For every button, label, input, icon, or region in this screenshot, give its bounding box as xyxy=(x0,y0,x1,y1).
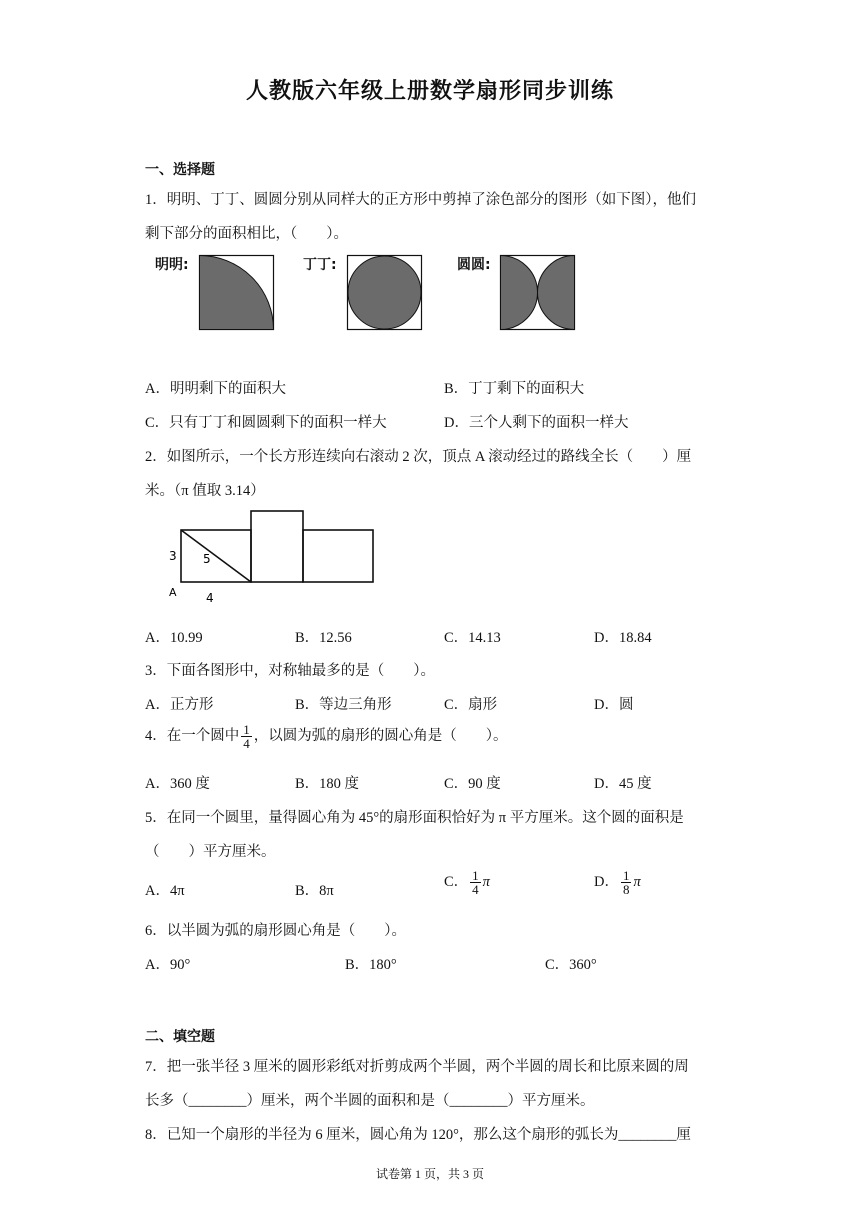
pi-symbol: π xyxy=(482,873,490,890)
question-1-option-d: D．三个人剩下的面积一样大 xyxy=(444,415,629,431)
question-3-option-b: B．等边三角形 xyxy=(295,697,392,713)
question-4-line-1 xyxy=(145,723,508,750)
section-heading-fill: 二、填空题 xyxy=(145,1029,215,1045)
question-6-line-1: 6．以半圆为弧的扇形圆心角是（ ）。 xyxy=(145,923,406,939)
fraction-denominator: 4 xyxy=(472,882,479,897)
question-3-line-1: 3．下面各图形中，对称轴最多的是（ ）。 xyxy=(145,663,435,679)
question-1-line-2: 剩下部分的面积相比，（ ）。 xyxy=(145,226,348,242)
option-d-prefix: D． xyxy=(594,873,619,890)
page-footer: 试卷第 1 页，共 3 页 xyxy=(375,1167,484,1181)
option-c-fraction xyxy=(470,869,481,896)
question-5-line-2: （ ）平方厘米。 xyxy=(145,844,276,860)
question-6-option-b: B．180° xyxy=(345,957,397,973)
question-2-option-b: B．12.56 xyxy=(295,630,352,646)
question-1-option-b: B．丁丁剩下的面积大 xyxy=(444,381,585,397)
figure-two-semicircles xyxy=(500,255,576,331)
question-4-option-b: B．180 度 xyxy=(295,776,360,792)
question-7-line-2: 长多（________）厘米，两个半圆的面积和是（________）平方厘米。 xyxy=(145,1093,595,1109)
question-2-option-a: A．10.99 xyxy=(145,630,203,646)
question-2-option-c: C．14.13 xyxy=(444,630,501,646)
question-8-line-1: 8．已知一个扇形的半径为 6 厘米，圆心角为 120°，那么这个扇形的弧长为________厘 xyxy=(145,1127,691,1143)
figure-inscribed-circle xyxy=(347,255,423,331)
question-3-option-d: D．圆 xyxy=(594,697,634,713)
figure-rolling-rectangle xyxy=(165,508,380,608)
question-5-option-b: B．8π xyxy=(295,883,334,899)
question-4-post: ，以圆为弧的扇形的圆心角是（ ）。 xyxy=(253,727,508,744)
fraction-denominator: 4 xyxy=(243,736,250,751)
question-2-line-1: 2．如图所示，一个长方形连续向右滚动 2 次，顶点 A 滚动经过的路线全长（ ）厘 xyxy=(145,449,692,465)
figure-quarter-circle xyxy=(199,255,275,331)
figure-label-yuanyuan: 圆圆: xyxy=(457,257,491,273)
question-1-option-c: C．只有丁丁和圆圆剩下的面积一样大 xyxy=(145,415,387,431)
question-5-option-d xyxy=(594,869,641,896)
figure-label-bottom: 4 xyxy=(206,591,214,605)
fraction-numerator: 1 xyxy=(243,722,250,737)
question-4-fraction xyxy=(241,723,252,750)
figure-label-dingding: 丁丁: xyxy=(303,257,337,273)
option-c-prefix: C． xyxy=(444,873,469,890)
question-1-option-a: A．明明剩下的面积大 xyxy=(145,381,286,397)
question-5-line-1: 5．在同一个圆里，量得圆心角为 45°的扇形面积恰好为 π 平方厘米。这个圆的面积是 xyxy=(145,810,684,826)
question-3-option-a: A．正方形 xyxy=(145,697,214,713)
question-4-option-d: D．45 度 xyxy=(594,776,652,792)
question-3-option-c: C．扇形 xyxy=(444,697,498,713)
fraction-numerator: 1 xyxy=(622,868,630,883)
fraction-denominator: 8 xyxy=(622,882,630,897)
figure-label-vertex-a: A xyxy=(169,586,177,599)
section-heading-choice: 一、选择题 xyxy=(145,162,215,178)
fraction-numerator: 1 xyxy=(472,868,479,883)
figure-label-side: 3 xyxy=(169,549,177,563)
question-5-option-a: A．4π xyxy=(145,883,185,899)
question-1-line-1: 1．明明、丁丁、圆圆分别从同样大的正方形中剪掉了涂色部分的图形（如下图），他们 xyxy=(145,192,696,208)
question-6-option-c: C．360° xyxy=(545,957,597,973)
option-d-fraction xyxy=(621,869,632,896)
question-4-option-a: A．360 度 xyxy=(145,776,210,792)
question-6-option-a: A．90° xyxy=(145,957,191,973)
figure-label-diagonal: 5 xyxy=(203,552,211,566)
question-4-pre: 4．在一个圆中 xyxy=(145,727,240,744)
page-title: 人教版六年级上册数学扇形同步训练 xyxy=(245,79,614,104)
pi-symbol: π xyxy=(633,873,641,890)
question-2-line-2: 米。（π 值取 3.14） xyxy=(145,483,265,499)
question-7-line-1: 7．把一张半径 3 厘米的圆形彩纸对折剪成两个半圆，两个半圆的周长和比原来圆的周 xyxy=(145,1059,689,1075)
question-4-option-c: C．90 度 xyxy=(444,776,501,792)
figure-label-mingming: 明明: xyxy=(155,257,189,273)
question-2-option-d: D．18.84 xyxy=(594,630,652,646)
question-5-option-c xyxy=(444,869,490,896)
